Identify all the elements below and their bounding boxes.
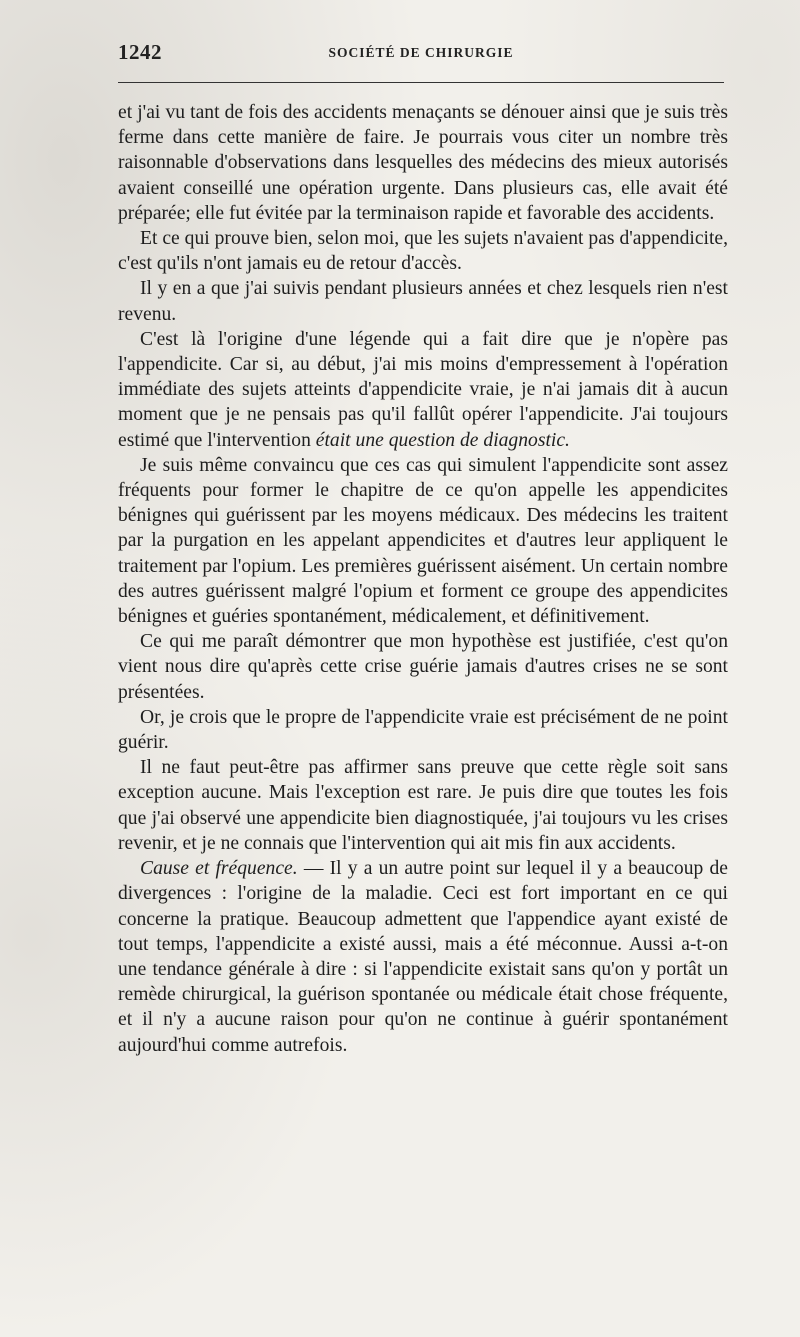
paragraph-1: et j'ai vu tant de fois des accidents menaçants se dénouer ainsi que je suis très ferme dans cette manière de faire. Je pourrais vous citer un nombre très raisonnable d'observations dans lesquelles des médecins des mieux autorisés avaient conseillé une opération urgente. Dans plusieurs cas, elle avait été préparée; elle fut évitée par la terminaison rapide et favorable des accidents. — [118, 102, 728, 224]
paragraph-3: Il y en a que j'ai suivis pendant plusieurs années et chez lesquels rien n'est revenu. — [118, 278, 728, 325]
paragraph-4 — [118, 327, 728, 453]
paragraph-2: Et ce qui prouve bien, selon moi, que les sujets n'avaient pas d'appendicite, c'est qu'ils n'ont jamais eu de retour d'accès. — [118, 228, 728, 275]
paragraph-5: Je suis même convaincu que ces cas qui simulent l'appendicite sont assez fréquents pour former le chapitre de ce qu'on appelle les appendicites bénignes qui guérissent par les moyens médicaux. Des médecins les traitent par la purgation en les appelant appendicites et d'autres leur appliquent le traitement par l'opium. Les premières guérissent aisément. Un certain nombre des autres guérissent malgré l'opium et forment ce groupe des appendicites bénignes et guéries spontanément, médicalement, et définitivement. — [118, 454, 728, 628]
section-heading-italic: Cause et fréquence. — [140, 858, 298, 880]
paragraph-9 — [118, 856, 728, 1058]
running-title: SOCIÉTÉ DE CHIRURGIE — [328, 45, 514, 60]
page-number: 1242 — [118, 40, 162, 64]
paragraph-6: Ce qui me paraît démontrer que mon hypothèse est justifiée, c'est qu'on vient nous dire qu'après cette crise guérie jamais d'autres crises ne se sont présentées. — [118, 631, 728, 703]
paragraph-4-italic: était une question de diagnostic. — [315, 429, 570, 451]
paragraph-4-text: C'est là l'origine d'une légende qui a fait dire que je n'opère pas l'appendicite. Car si, au début, j'ai mis moins d'empressement à l'opération immédiate des sujets atteints d'appendicite vraie, je n'ai jamais dit à aucun moment que je ne pensais pas qu'il fallût opérer l'appendicite. J'ai toujours estimé que l'intervention — [118, 328, 728, 451]
paragraph-7: Or, je crois que le propre de l'appendicite vraie est précisément de ne point guérir. — [118, 706, 728, 754]
header-rule — [118, 82, 724, 83]
body-text — [118, 100, 728, 1058]
running-head — [118, 40, 724, 68]
paragraph-8: Il ne faut peut-être pas affirmer sans preuve que cette règle soit sans exception aucune. Mais l'exception est rare. Je puis dire que toutes les fois que j'ai observé une appendicite bien diagnostiquée, j'ai toujours vu les crises revenir, et je ne connais que l'intervention qui ait mis fin aux accidents. — [118, 757, 728, 854]
paragraph-9-text: — Il y a un autre point sur lequel il y a beaucoup de divergences : l'origine de la maladie. Ceci est fort important en ce qui concerne la pratique. Beaucoup admettent que l'appendice ayant existé de tout temps, l'appendicite a existé aussi, mais a été méconnue. Aussi a-t-on une tendance générale à dire : si l'appendicite existait sans qu'on y portât un remède chirurgical, la guérison spontanée ou médicale était chose fréquente, et il n'y a aucune raison pour qu'on ne continue à guérir spontanément aujourd'hui comme autrefois. — [118, 858, 728, 1056]
